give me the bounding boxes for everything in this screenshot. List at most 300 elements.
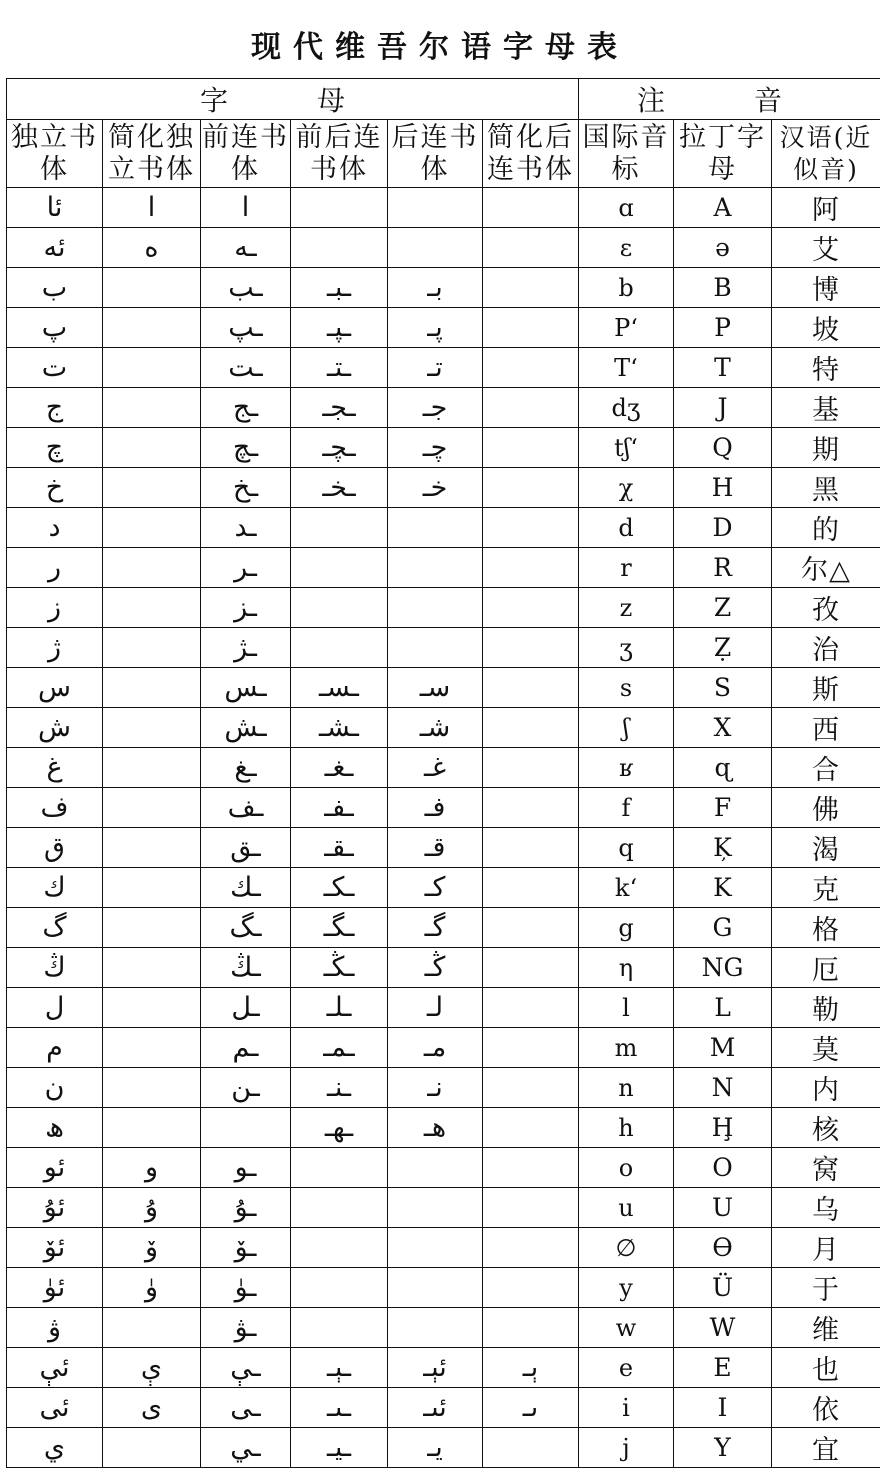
cell-latin: Z [674, 588, 772, 628]
header-simplified-independent: 简化独立书体 [103, 120, 201, 188]
cell-simplified-final [483, 508, 579, 548]
cell-ipa: g [579, 908, 674, 948]
cell-chinese: 特 [772, 348, 880, 388]
cell-independent: ي [7, 1428, 103, 1468]
cell-final [388, 548, 483, 588]
cell-initial: ـۆ [201, 1228, 291, 1268]
cell-simplified-final [483, 588, 579, 628]
cell-simplified-independent: ۈ [103, 1268, 201, 1308]
table-row [7, 348, 880, 388]
cell-simplified-independent [103, 1308, 201, 1348]
cell-simplified-independent: ې [103, 1348, 201, 1388]
cell-initial: ـي [201, 1428, 291, 1468]
cell-independent: ق [7, 828, 103, 868]
cell-medial: ـبـ [291, 268, 388, 308]
table-row [7, 1068, 880, 1108]
cell-latin: Y [674, 1428, 772, 1468]
cell-initial: ـل [201, 988, 291, 1028]
cell-independent: ش [7, 708, 103, 748]
cell-latin: L [674, 988, 772, 1028]
cell-latin: Ẓ [674, 628, 772, 668]
cell-initial: ـر [201, 548, 291, 588]
cell-initial: ـۈ [201, 1268, 291, 1308]
cell-independent: م [7, 1028, 103, 1068]
cell-ipa: l [579, 988, 674, 1028]
cell-chinese: 乌 [772, 1188, 880, 1228]
cell-simplified-final [483, 348, 579, 388]
cell-latin: T [674, 348, 772, 388]
cell-initial: ـز [201, 588, 291, 628]
cell-latin: P [674, 308, 772, 348]
cell-independent: ب [7, 268, 103, 308]
cell-final [388, 188, 483, 228]
cell-simplified-independent [103, 908, 201, 948]
cell-final: شـ [388, 708, 483, 748]
cell-simplified-independent [103, 268, 201, 308]
cell-simplified-independent [103, 508, 201, 548]
letters-group-header: 字 母 [7, 79, 579, 120]
header-final: 后连书体 [388, 120, 483, 188]
cell-medial: ـىـ [291, 1388, 388, 1428]
table-row [7, 1148, 880, 1188]
cell-simplified-final [483, 1028, 579, 1068]
cell-medial: ـمـ [291, 1028, 388, 1068]
cell-latin: U [674, 1188, 772, 1228]
cell-simplified-independent [103, 1028, 201, 1068]
cell-simplified-independent [103, 628, 201, 668]
cell-ipa: q [579, 828, 674, 868]
cell-independent: ئۇ [7, 1188, 103, 1228]
cell-chinese: 治 [772, 628, 880, 668]
cell-final: مـ [388, 1028, 483, 1068]
table-row [7, 1108, 880, 1148]
cell-ipa: e [579, 1348, 674, 1388]
cell-ipa: i [579, 1388, 674, 1428]
cell-simplified-final [483, 708, 579, 748]
cell-medial: ـچـ [291, 428, 388, 468]
cell-final: يـ [388, 1428, 483, 1468]
cell-latin: X [674, 708, 772, 748]
cell-latin: NG [674, 948, 772, 988]
cell-simplified-final [483, 1308, 579, 1348]
cell-independent: ل [7, 988, 103, 1028]
cell-simplified-final [483, 1268, 579, 1308]
cell-latin: O [674, 1148, 772, 1188]
cell-medial: ـپـ [291, 308, 388, 348]
cell-simplified-final [483, 388, 579, 428]
cell-chinese: 依 [772, 1388, 880, 1428]
cell-latin: W [674, 1308, 772, 1348]
cell-ipa: b [579, 268, 674, 308]
cell-independent: ن [7, 1068, 103, 1108]
table-row [7, 188, 880, 228]
table-row [7, 588, 880, 628]
cell-chinese: 佛 [772, 788, 880, 828]
cell-medial [291, 628, 388, 668]
cell-independent: ڭ [7, 948, 103, 988]
cell-initial: ـس [201, 668, 291, 708]
cell-simplified-independent [103, 468, 201, 508]
cell-simplified-independent: ە [103, 228, 201, 268]
cell-medial: ـتـ [291, 348, 388, 388]
cell-initial: ـې [201, 1348, 291, 1388]
cell-simplified-independent [103, 1068, 201, 1108]
cell-final: تـ [388, 348, 483, 388]
cell-medial: ـھـ [291, 1108, 388, 1148]
cell-initial: ـڭ [201, 948, 291, 988]
cell-chinese: 莫 [772, 1028, 880, 1068]
cell-final: گـ [388, 908, 483, 948]
cell-medial: ـنـ [291, 1068, 388, 1108]
cell-latin: G [674, 908, 772, 948]
cell-latin: N [674, 1068, 772, 1108]
cell-simplified-final [483, 668, 579, 708]
cell-ipa: T‘ [579, 348, 674, 388]
cell-simplified-final [483, 268, 579, 308]
cell-simplified-independent [103, 988, 201, 1028]
cell-ipa: ʁ [579, 748, 674, 788]
cell-simplified-final [483, 948, 579, 988]
cell-simplified-independent: ا [103, 188, 201, 228]
cell-latin: K [674, 868, 772, 908]
header-ipa: 国际音标 [579, 120, 674, 188]
cell-simplified-final [483, 868, 579, 908]
cell-simplified-independent [103, 548, 201, 588]
cell-chinese: 基 [772, 388, 880, 428]
cell-chinese: 核 [772, 1108, 880, 1148]
cell-simplified-final [483, 748, 579, 788]
cell-final [388, 1188, 483, 1228]
header-initial: 前连书体 [201, 120, 291, 188]
cell-medial: ـگـ [291, 908, 388, 948]
cell-initial: ـد [201, 508, 291, 548]
cell-medial [291, 1308, 388, 1348]
cell-simplified-final [483, 788, 579, 828]
cell-final: خـ [388, 468, 483, 508]
header-latin: 拉丁字母 [674, 120, 772, 188]
cell-ipa: k‘ [579, 868, 674, 908]
cell-medial [291, 1228, 388, 1268]
cell-simplified-final [483, 908, 579, 948]
cell-medial: ـېـ [291, 1348, 388, 1388]
table-row [7, 508, 880, 548]
table-row [7, 428, 880, 468]
cell-simplified-independent [103, 748, 201, 788]
cell-ipa: h [579, 1108, 674, 1148]
cell-simplified-independent [103, 348, 201, 388]
table-row [7, 748, 880, 788]
cell-simplified-independent [103, 588, 201, 628]
cell-chinese: 的 [772, 508, 880, 548]
cell-chinese: 月 [772, 1228, 880, 1268]
cell-final: كـ [388, 868, 483, 908]
table-row [7, 668, 880, 708]
cell-latin: J [674, 388, 772, 428]
cell-initial: ـك [201, 868, 291, 908]
cell-chinese: 维 [772, 1308, 880, 1348]
cell-final: فـ [388, 788, 483, 828]
cell-latin: I [674, 1388, 772, 1428]
cell-latin: R [674, 548, 772, 588]
cell-simplified-independent [103, 708, 201, 748]
header-chinese: 汉语(近似音) [772, 120, 880, 188]
cell-latin: Ɵ [674, 1228, 772, 1268]
alphabet-table [6, 78, 880, 1468]
cell-ipa: w [579, 1308, 674, 1348]
cell-chinese: 内 [772, 1068, 880, 1108]
cell-independent: ئە [7, 228, 103, 268]
cell-final [388, 1148, 483, 1188]
cell-latin: F [674, 788, 772, 828]
cell-initial: ـف [201, 788, 291, 828]
table-row [7, 1268, 880, 1308]
table-row [7, 988, 880, 1028]
cell-simplified-independent [103, 1428, 201, 1468]
cell-simplified-independent [103, 868, 201, 908]
cell-chinese: 格 [772, 908, 880, 948]
cell-simplified-independent [103, 428, 201, 468]
cell-medial [291, 508, 388, 548]
cell-latin: Ķ [674, 828, 772, 868]
cell-medial: ـلـ [291, 988, 388, 1028]
cell-ipa: η [579, 948, 674, 988]
cell-independent: ت [7, 348, 103, 388]
cell-independent: ر [7, 548, 103, 588]
cell-initial: ـت [201, 348, 291, 388]
cell-final: سـ [388, 668, 483, 708]
table-row [7, 388, 880, 428]
table-row [7, 1228, 880, 1268]
cell-simplified-final [483, 828, 579, 868]
cell-final: جـ [388, 388, 483, 428]
cell-ipa: d [579, 508, 674, 548]
cell-initial: ـگ [201, 908, 291, 948]
table-row [7, 548, 880, 588]
cell-ipa: ∅ [579, 1228, 674, 1268]
cell-simplified-final [483, 468, 579, 508]
cell-independent: ئا [7, 188, 103, 228]
cell-medial: ـشـ [291, 708, 388, 748]
header-medial: 前后连书体 [291, 120, 388, 188]
cell-medial [291, 1188, 388, 1228]
cell-simplified-independent [103, 948, 201, 988]
cell-ipa: s [579, 668, 674, 708]
cell-final: قـ [388, 828, 483, 868]
cell-medial [291, 588, 388, 628]
cell-ipa: z [579, 588, 674, 628]
table-row [7, 1188, 880, 1228]
cell-medial [291, 1268, 388, 1308]
cell-ipa: o [579, 1148, 674, 1188]
cell-independent: ئې [7, 1348, 103, 1388]
cell-initial: ـم [201, 1028, 291, 1068]
cell-simplified-independent: و [103, 1148, 201, 1188]
cell-initial: ـچ [201, 428, 291, 468]
cell-chinese: 期 [772, 428, 880, 468]
cell-simplified-independent [103, 1108, 201, 1148]
cell-chinese: 艾 [772, 228, 880, 268]
cell-independent: ئى [7, 1388, 103, 1428]
cell-medial: ـڭـ [291, 948, 388, 988]
cell-chinese: 黑 [772, 468, 880, 508]
cell-simplified-final [483, 308, 579, 348]
table-row [7, 908, 880, 948]
cell-simplified-final: ېـ [483, 1348, 579, 1388]
cell-ipa: χ [579, 468, 674, 508]
cell-initial: ا [201, 188, 291, 228]
cell-final [388, 1308, 483, 1348]
cell-latin: S [674, 668, 772, 708]
cell-medial [291, 1148, 388, 1188]
table-row [7, 1308, 880, 1348]
cell-final: لـ [388, 988, 483, 1028]
cell-simplified-final [483, 1428, 579, 1468]
cell-simplified-final [483, 1188, 579, 1228]
cell-chinese: 尔△ [772, 548, 880, 588]
cell-medial [291, 548, 388, 588]
cell-independent: غ [7, 748, 103, 788]
cell-medial: ـفـ [291, 788, 388, 828]
cell-ipa: P‘ [579, 308, 674, 348]
cell-latin: D [674, 508, 772, 548]
cell-final [388, 1268, 483, 1308]
cell-medial [291, 188, 388, 228]
cell-medial: ـكـ [291, 868, 388, 908]
cell-simplified-final [483, 1148, 579, 1188]
table-row [7, 268, 880, 308]
cell-chinese: 勒 [772, 988, 880, 1028]
cell-independent: گ [7, 908, 103, 948]
cell-chinese: 克 [772, 868, 880, 908]
cell-initial: ـب [201, 268, 291, 308]
cell-ipa: ʃ [579, 708, 674, 748]
cell-ipa: u [579, 1188, 674, 1228]
cell-simplified-independent [103, 668, 201, 708]
cell-final: بـ [388, 268, 483, 308]
cell-independent: د [7, 508, 103, 548]
table-row [7, 788, 880, 828]
cell-ipa: m [579, 1028, 674, 1068]
cell-initial: ـۇ [201, 1188, 291, 1228]
table-row [7, 1348, 880, 1388]
cell-ipa: tʃ‘ [579, 428, 674, 468]
cell-chinese: 也 [772, 1348, 880, 1388]
cell-final: چـ [388, 428, 483, 468]
cell-final [388, 508, 483, 548]
table-row [7, 628, 880, 668]
table-row [7, 308, 880, 348]
cell-medial: ـقـ [291, 828, 388, 868]
table-row [7, 868, 880, 908]
cell-initial [201, 1108, 291, 1148]
cell-latin: M [674, 1028, 772, 1068]
cell-chinese: 斯 [772, 668, 880, 708]
cell-final [388, 1228, 483, 1268]
cell-simplified-independent: ۆ [103, 1228, 201, 1268]
cell-initial: ـۋ [201, 1308, 291, 1348]
cell-latin: A [674, 188, 772, 228]
cell-independent: ۋ [7, 1308, 103, 1348]
cell-simplified-final: ىـ [483, 1388, 579, 1428]
cell-latin: Q [674, 428, 772, 468]
cell-chinese: 渴 [772, 828, 880, 868]
cell-chinese: 宜 [772, 1428, 880, 1468]
cell-final: ئىـ [388, 1388, 483, 1428]
cell-medial: ـسـ [291, 668, 388, 708]
cell-simplified-final [483, 988, 579, 1028]
cell-simplified-final [483, 548, 579, 588]
cell-simplified-independent: ۇ [103, 1188, 201, 1228]
header-simplified-final: 简化后连书体 [483, 120, 579, 188]
cell-ipa: ɛ [579, 228, 674, 268]
cell-initial: ـى [201, 1388, 291, 1428]
cell-independent: چ [7, 428, 103, 468]
cell-simplified-final [483, 428, 579, 468]
cell-initial: ـن [201, 1068, 291, 1108]
cell-ipa: ʒ [579, 628, 674, 668]
cell-independent: س [7, 668, 103, 708]
cell-latin: B [674, 268, 772, 308]
table-row [7, 468, 880, 508]
cell-initial: ـش [201, 708, 291, 748]
cell-initial: ـغ [201, 748, 291, 788]
table-row [7, 1428, 880, 1468]
cell-simplified-final [483, 228, 579, 268]
cell-chinese: 合 [772, 748, 880, 788]
cell-chinese: 坡 [772, 308, 880, 348]
cell-final [388, 228, 483, 268]
cell-medial: ـجـ [291, 388, 388, 428]
table-row [7, 828, 880, 868]
cell-latin: H [674, 468, 772, 508]
cell-independent: ھ [7, 1108, 103, 1148]
cell-simplified-independent [103, 828, 201, 868]
cell-simplified-independent [103, 308, 201, 348]
cell-ipa: n [579, 1068, 674, 1108]
cell-independent: پ [7, 308, 103, 348]
page-title: 现代维吾尔语字母表 [0, 22, 880, 66]
cell-chinese: 孜 [772, 588, 880, 628]
cell-final: پـ [388, 308, 483, 348]
cell-independent: ئۈ [7, 1268, 103, 1308]
cell-chinese: 窝 [772, 1148, 880, 1188]
cell-initial: ـق [201, 828, 291, 868]
cell-final: ئېـ [388, 1348, 483, 1388]
table-row [7, 948, 880, 988]
cell-independent: ك [7, 868, 103, 908]
cell-medial: ـغـ [291, 748, 388, 788]
cell-medial [291, 228, 388, 268]
cell-simplified-final [483, 628, 579, 668]
cell-ipa: f [579, 788, 674, 828]
cell-chinese: 阿 [772, 188, 880, 228]
cell-chinese: 西 [772, 708, 880, 748]
header-independent: 独立书体 [7, 120, 103, 188]
cell-independent: ئۆ [7, 1228, 103, 1268]
table-row [7, 1388, 880, 1428]
cell-latin: ə [674, 228, 772, 268]
cell-final: غـ [388, 748, 483, 788]
cell-chinese: 于 [772, 1268, 880, 1308]
cell-initial: ـپ [201, 308, 291, 348]
cell-initial: ـخ [201, 468, 291, 508]
cell-final: ڭـ [388, 948, 483, 988]
cell-initial: ـژ [201, 628, 291, 668]
cell-chinese: 厄 [772, 948, 880, 988]
cell-ipa: j [579, 1428, 674, 1468]
cell-final: ھـ [388, 1108, 483, 1148]
cell-ipa: r [579, 548, 674, 588]
